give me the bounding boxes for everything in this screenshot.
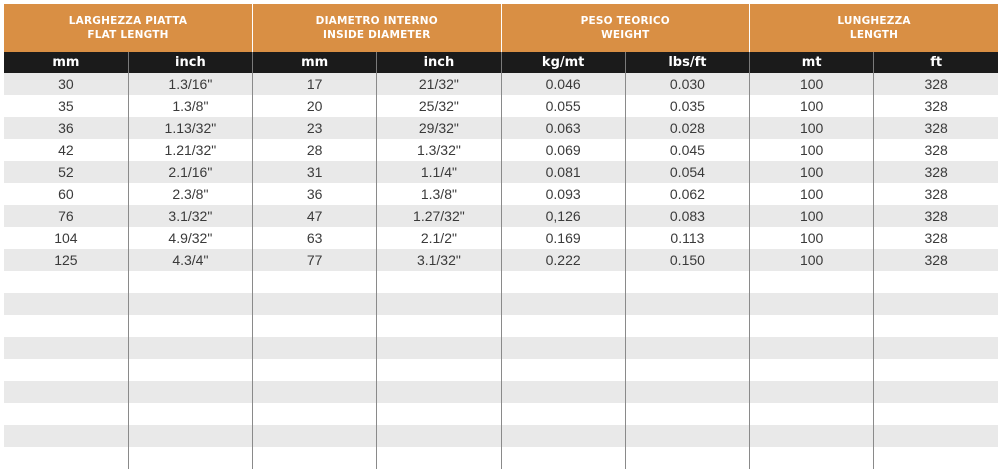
table-row: [4, 359, 998, 381]
table-cell: 63: [253, 227, 377, 249]
table-cell: 0.035: [625, 95, 749, 117]
table-cell: 0.062: [625, 183, 749, 205]
table-cell: 328: [874, 205, 998, 227]
table-cell: [377, 271, 501, 293]
table-cell: 0.046: [501, 73, 625, 95]
table-cell: 3.1/32": [377, 249, 501, 271]
table-cell: 29/32": [377, 117, 501, 139]
table-cell: 100: [750, 227, 874, 249]
table-row: [4, 73, 998, 95]
table-cell: [253, 381, 377, 403]
table-cell: [377, 315, 501, 337]
group-header-weight: [501, 4, 750, 52]
table-cell: 100: [750, 249, 874, 271]
table-cell: [128, 337, 252, 359]
table-cell: [128, 315, 252, 337]
table-row: [4, 425, 998, 447]
table-cell: [501, 381, 625, 403]
table-row: [4, 139, 998, 161]
group-title-en: INSIDE DIAMETER: [323, 29, 431, 41]
table-row: [4, 337, 998, 359]
table-cell: 0.081: [501, 161, 625, 183]
table-cell: [750, 271, 874, 293]
table-cell: [377, 447, 501, 469]
table-cell: [501, 447, 625, 469]
table-cell: [874, 271, 998, 293]
table-cell: 0.222: [501, 249, 625, 271]
table-cell: [501, 293, 625, 315]
table-cell: 76: [4, 205, 128, 227]
table-cell: 1.1/4": [377, 161, 501, 183]
unit-header-cell: inch: [128, 52, 252, 73]
table-cell: [750, 337, 874, 359]
table-cell: [4, 337, 128, 359]
table-cell: [625, 425, 749, 447]
table-cell: 328: [874, 161, 998, 183]
table-cell: 77: [253, 249, 377, 271]
group-title-it: LARGHEZZA PIATTA: [68, 15, 188, 27]
table-row: [4, 249, 998, 271]
table-cell: 0.169: [501, 227, 625, 249]
table-cell: [750, 315, 874, 337]
table-cell: 0.055: [501, 95, 625, 117]
table-cell: [625, 359, 749, 381]
unit-header-cell: mm: [253, 52, 377, 73]
table-cell: 104: [4, 227, 128, 249]
unit-header-row: [4, 52, 998, 73]
table-cell: 2.1/2": [377, 227, 501, 249]
table-cell: [128, 447, 252, 469]
table-row: [4, 95, 998, 117]
table-cell: 0.150: [625, 249, 749, 271]
table-cell: 328: [874, 227, 998, 249]
table-cell: 125: [4, 249, 128, 271]
table-cell: [501, 359, 625, 381]
table-row: [4, 315, 998, 337]
table-cell: [501, 271, 625, 293]
table-cell: [874, 293, 998, 315]
table-cell: [128, 403, 252, 425]
group-title-en: LENGTH: [849, 29, 899, 41]
table-cell: [874, 447, 998, 469]
group-title-it: DIAMETRO INTERNO: [315, 15, 438, 27]
table-cell: 328: [874, 117, 998, 139]
table-row: [4, 205, 998, 227]
table-cell: [4, 293, 128, 315]
table-cell: 100: [750, 117, 874, 139]
table-cell: [128, 271, 252, 293]
table-cell: [625, 337, 749, 359]
table-cell: [625, 381, 749, 403]
unit-header-cell: ft: [874, 52, 998, 73]
table-cell: 47: [253, 205, 377, 227]
table-cell: 30: [4, 73, 128, 95]
table-cell: 100: [750, 205, 874, 227]
table-row: [4, 447, 998, 469]
group-header-length: [750, 4, 999, 52]
hose-specification-table: [4, 4, 998, 469]
table-cell: 17: [253, 73, 377, 95]
table-cell: 0.063: [501, 117, 625, 139]
table-cell: 100: [750, 183, 874, 205]
unit-header-cell: lbs/ft: [625, 52, 749, 73]
table-cell: 1.3/16": [128, 73, 252, 95]
table-cell: [750, 425, 874, 447]
table-cell: 328: [874, 183, 998, 205]
table-cell: [874, 359, 998, 381]
table-cell: [4, 271, 128, 293]
table-cell: 52: [4, 161, 128, 183]
table-cell: [750, 403, 874, 425]
table-cell: 1.21/32": [128, 139, 252, 161]
table-cell: 100: [750, 73, 874, 95]
unit-header-cell: inch: [377, 52, 501, 73]
table-cell: [4, 447, 128, 469]
table-cell: [625, 403, 749, 425]
table-cell: 25/32": [377, 95, 501, 117]
table-cell: [253, 315, 377, 337]
table-cell: [4, 359, 128, 381]
group-header-flat-length: [4, 4, 253, 52]
table-cell: [128, 425, 252, 447]
table-cell: [253, 271, 377, 293]
unit-header-cell: kg/mt: [501, 52, 625, 73]
table-cell: 0.113: [625, 227, 749, 249]
table-cell: 20: [253, 95, 377, 117]
table-cell: [377, 293, 501, 315]
table-cell: 36: [253, 183, 377, 205]
table-row: [4, 403, 998, 425]
table-cell: [377, 403, 501, 425]
table-cell: 0.083: [625, 205, 749, 227]
table-cell: [874, 337, 998, 359]
table-cell: 1.27/32": [377, 205, 501, 227]
table-cell: [750, 447, 874, 469]
table-cell: 100: [750, 139, 874, 161]
table-cell: 0.054: [625, 161, 749, 183]
table-cell: [128, 293, 252, 315]
group-title-it: LUNGHEZZA: [837, 15, 911, 27]
table-cell: [625, 271, 749, 293]
table-cell: 4.9/32": [128, 227, 252, 249]
table-cell: 36: [4, 117, 128, 139]
table-cell: [501, 315, 625, 337]
table-cell: 2.3/8": [128, 183, 252, 205]
table-cell: 0.069: [501, 139, 625, 161]
table-row: [4, 117, 998, 139]
unit-header-cell: mt: [750, 52, 874, 73]
table-cell: [253, 337, 377, 359]
table-cell: [253, 359, 377, 381]
table-cell: 1.3/32": [377, 139, 501, 161]
table-cell: 328: [874, 73, 998, 95]
table-cell: 100: [750, 161, 874, 183]
table-cell: 3.1/32": [128, 205, 252, 227]
table-row: [4, 293, 998, 315]
table-cell: [501, 425, 625, 447]
table-cell: [128, 381, 252, 403]
table-cell: 35: [4, 95, 128, 117]
table-cell: [874, 315, 998, 337]
unit-header-cell: mm: [4, 52, 128, 73]
table-cell: 328: [874, 249, 998, 271]
table-cell: [750, 359, 874, 381]
table-cell: 0,126: [501, 205, 625, 227]
table-row: [4, 271, 998, 293]
table-cell: [377, 337, 501, 359]
table-cell: 42: [4, 139, 128, 161]
table-cell: 60: [4, 183, 128, 205]
table-cell: 1.13/32": [128, 117, 252, 139]
table-cell: [377, 381, 501, 403]
table-cell: 328: [874, 95, 998, 117]
table-cell: [4, 425, 128, 447]
table-row: [4, 183, 998, 205]
table-cell: [4, 315, 128, 337]
table-cell: 2.1/16": [128, 161, 252, 183]
table-row: [4, 227, 998, 249]
group-header-row: [4, 4, 998, 52]
table-cell: [4, 381, 128, 403]
table-cell: 1.3/8": [377, 183, 501, 205]
table-cell: 1.3/8": [128, 95, 252, 117]
table-cell: [377, 425, 501, 447]
table-cell: [253, 447, 377, 469]
table-cell: 21/32": [377, 73, 501, 95]
table-cell: 0.028: [625, 117, 749, 139]
group-header-inside-diameter: [253, 4, 502, 52]
table-cell: 0.045: [625, 139, 749, 161]
group-title-en: WEIGHT: [601, 29, 650, 41]
table-cell: [128, 359, 252, 381]
table-cell: [625, 293, 749, 315]
table-body: [4, 73, 998, 469]
table-cell: [253, 403, 377, 425]
table-cell: 100: [750, 95, 874, 117]
table-cell: [874, 381, 998, 403]
group-title-it: PESO TEORICO: [580, 15, 670, 27]
table-cell: [874, 403, 998, 425]
table-cell: 4.3/4": [128, 249, 252, 271]
table-cell: [253, 425, 377, 447]
table-cell: 23: [253, 117, 377, 139]
table-cell: 0.030: [625, 73, 749, 95]
table-cell: [625, 447, 749, 469]
table-cell: [750, 293, 874, 315]
table-cell: 31: [253, 161, 377, 183]
table-cell: [501, 337, 625, 359]
table-cell: 328: [874, 139, 998, 161]
table-cell: 28: [253, 139, 377, 161]
table-cell: [4, 403, 128, 425]
table-cell: 0.093: [501, 183, 625, 205]
table-cell: [625, 315, 749, 337]
table-cell: [501, 403, 625, 425]
group-title-en: FLAT LENGTH: [87, 29, 169, 41]
table-cell: [253, 293, 377, 315]
table-cell: [874, 425, 998, 447]
table-row: [4, 161, 998, 183]
table-cell: [377, 359, 501, 381]
table-cell: [750, 381, 874, 403]
table-row: [4, 381, 998, 403]
